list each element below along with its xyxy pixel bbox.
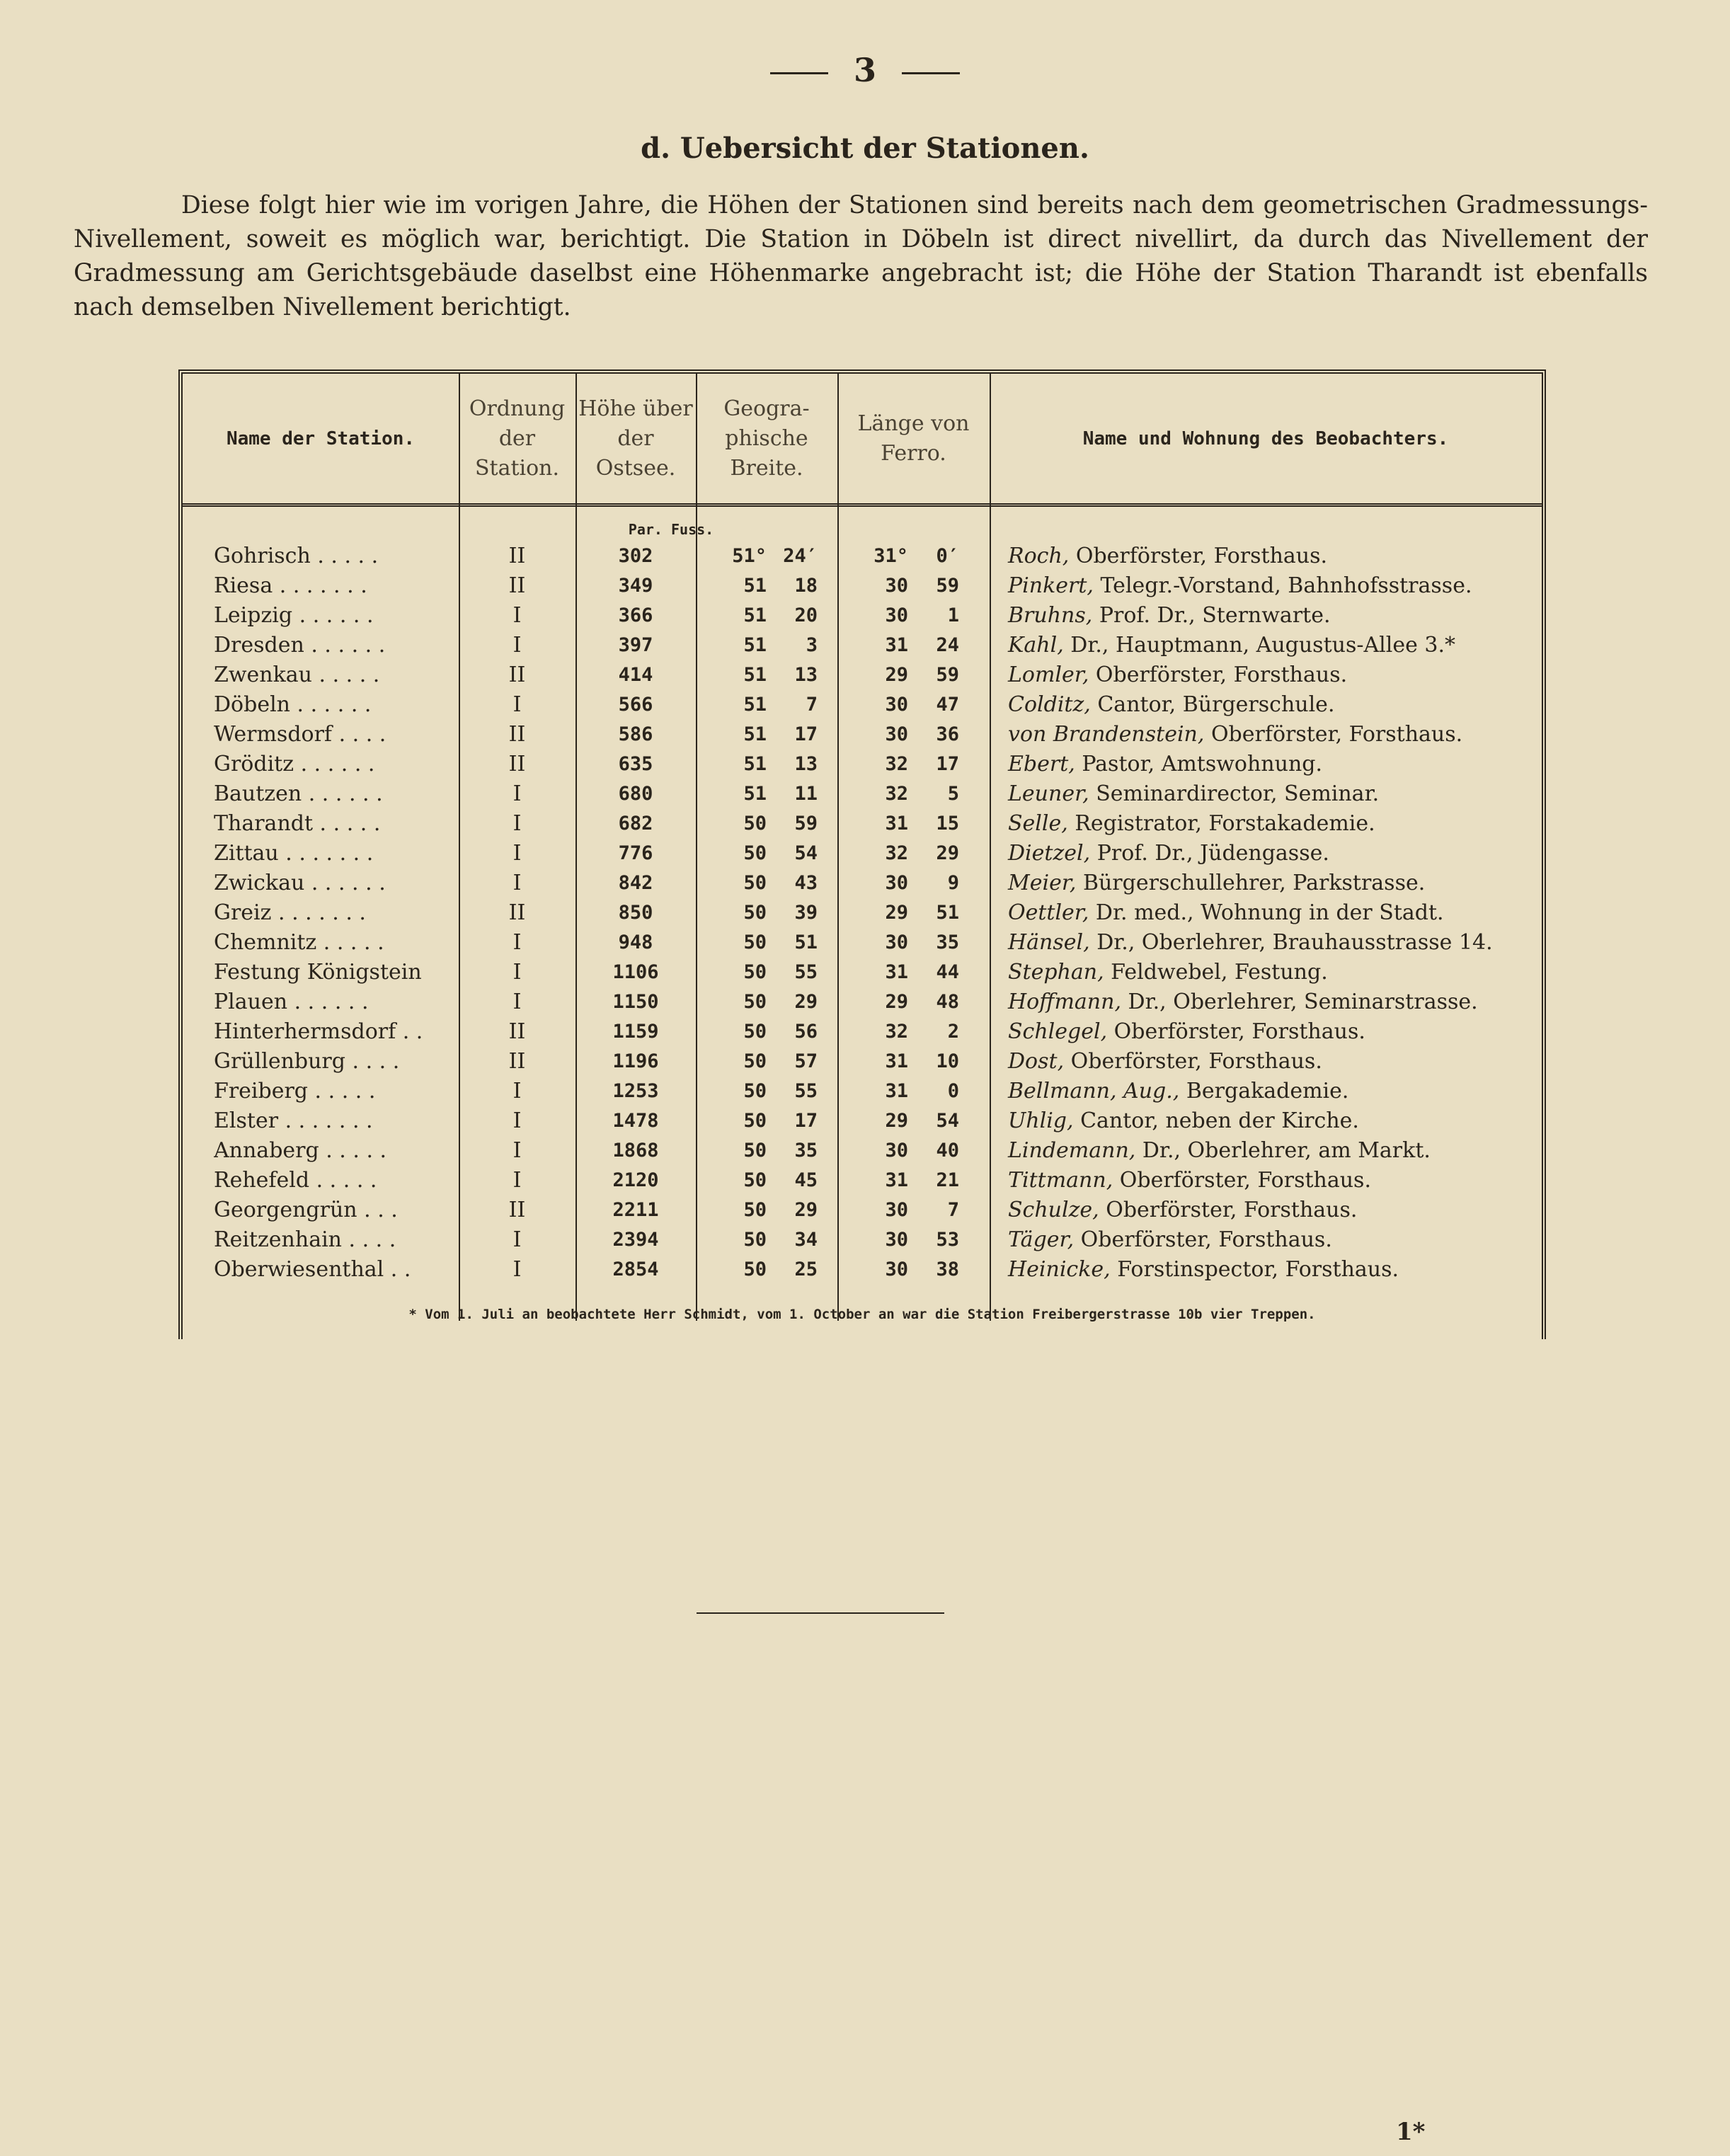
observer xyxy=(1008,1225,1546,1255)
station-hoehe: 2211 xyxy=(612,1199,659,1221)
laenge-degrees: 30 xyxy=(885,931,908,953)
table-row xyxy=(183,750,1542,779)
laenge-degrees: 30 xyxy=(885,723,908,745)
station-hoehe: 566 xyxy=(618,694,653,716)
observer-name: Dietzel, xyxy=(1008,841,1091,866)
laenge-degrees: 30 xyxy=(885,694,908,716)
header-name: Name der Station. xyxy=(226,428,416,449)
observer-name: Täger, xyxy=(1008,1227,1075,1252)
intro-paragraph xyxy=(74,188,1648,324)
laenge-minutes: 36 xyxy=(936,723,959,745)
station-ordnung: I xyxy=(512,603,522,628)
laenge-degrees: 30 xyxy=(885,1140,908,1162)
observer xyxy=(1008,839,1546,868)
breite-degrees: 51° xyxy=(732,545,767,567)
station-hoehe: 349 xyxy=(618,575,653,597)
station-ordnung: I xyxy=(512,692,522,717)
observer xyxy=(1008,809,1546,839)
breite-degrees: 51 xyxy=(743,753,767,775)
breite-minutes: 3 xyxy=(806,634,818,656)
observer-address: Pastor, Amtswohnung. xyxy=(1075,752,1323,776)
laenge-minutes: 0′ xyxy=(936,545,959,567)
breite-minutes: 34 xyxy=(794,1229,818,1251)
observer-name: von Brandenstein, xyxy=(1008,722,1205,747)
observer-address: Dr., Hauptmann, Augustus-Allee 3.* xyxy=(1063,633,1456,658)
station-name: Reitzenhain . . . . xyxy=(214,1227,396,1252)
observer xyxy=(1008,750,1546,779)
observer-address: Oberförster, Forsthaus. xyxy=(1074,1227,1332,1252)
observer xyxy=(1008,1047,1546,1077)
station-name: Elster . . . . . . . xyxy=(214,1108,373,1133)
breite-degrees: 50 xyxy=(743,902,767,924)
laenge-minutes: 5 xyxy=(947,783,959,805)
laenge-minutes: 40 xyxy=(936,1140,959,1162)
station-ordnung: I xyxy=(512,1227,522,1252)
laenge-degrees: 31 xyxy=(885,813,908,835)
laenge-minutes: 1 xyxy=(947,604,959,626)
station-name: Zittau . . . . . . . xyxy=(214,841,374,866)
observer xyxy=(1008,1195,1546,1225)
table-row xyxy=(183,631,1542,660)
table-row xyxy=(183,571,1542,601)
laenge-degrees: 30 xyxy=(885,604,908,626)
breite-minutes: 11 xyxy=(794,783,818,805)
table-row xyxy=(183,1255,1542,1285)
header-beobachter: Name und Wohnung des Beobachters. xyxy=(1082,428,1449,449)
station-name: Plauen . . . . . . xyxy=(214,990,369,1014)
observer-address: Oberförster, Forsthaus. xyxy=(1113,1168,1371,1193)
observer xyxy=(1008,601,1546,631)
observer-address: Cantor, neben der Kirche. xyxy=(1073,1108,1359,1133)
observer-address: Seminardirector, Seminar. xyxy=(1089,781,1380,806)
observer-name: Dost, xyxy=(1008,1049,1065,1074)
breite-minutes: 57 xyxy=(794,1050,818,1072)
station-name: Gohrisch . . . . . xyxy=(214,544,379,568)
station-name: Bautzen . . . . . . xyxy=(214,781,383,806)
header-breite: Geogra-phische Breite. xyxy=(723,396,810,481)
table-row xyxy=(183,809,1542,839)
breite-minutes: 35 xyxy=(794,1140,818,1162)
breite-degrees: 51 xyxy=(743,664,767,686)
divider-rule xyxy=(697,1612,944,1614)
laenge-degrees: 31° xyxy=(873,545,908,567)
header-laenge: Länge von Ferro. xyxy=(857,411,970,466)
station-hoehe: 1196 xyxy=(612,1050,659,1072)
observer xyxy=(1008,958,1546,987)
table-row xyxy=(183,1166,1542,1195)
laenge-minutes: 15 xyxy=(936,813,959,835)
observer-name: Schlegel, xyxy=(1008,1019,1108,1044)
station-ordnung: I xyxy=(512,990,522,1014)
breite-degrees: 51 xyxy=(743,723,767,745)
table-row xyxy=(183,1106,1542,1136)
station-hoehe: 414 xyxy=(618,664,653,686)
laenge-degrees: 30 xyxy=(885,1199,908,1221)
station-ordnung: II xyxy=(508,752,526,776)
observer xyxy=(1008,987,1546,1017)
observer-address: Bürgerschullehrer, Parkstrasse. xyxy=(1076,871,1426,895)
breite-degrees: 50 xyxy=(743,1021,767,1043)
table-row xyxy=(183,690,1542,720)
station-ordnung: I xyxy=(512,781,522,806)
signature-mark: 1* xyxy=(1396,2118,1426,2146)
laenge-minutes: 29 xyxy=(936,842,959,864)
observer-address: Prof. Dr., Jüdengasse. xyxy=(1090,841,1329,866)
breite-degrees: 50 xyxy=(743,1080,767,1102)
breite-degrees: 50 xyxy=(743,1258,767,1280)
station-hoehe: 1106 xyxy=(612,961,659,983)
laenge-degrees: 29 xyxy=(885,991,908,1013)
table-row xyxy=(183,1225,1542,1255)
laenge-minutes: 38 xyxy=(936,1258,959,1280)
header-hoehe: Höhe über der Ostsee. xyxy=(578,396,693,481)
observer-name: Selle, xyxy=(1008,811,1068,836)
breite-minutes: 17 xyxy=(794,1110,818,1132)
observer-name: Uhlig, xyxy=(1008,1108,1074,1133)
station-hoehe: 680 xyxy=(618,783,653,805)
breite-degrees: 50 xyxy=(743,1229,767,1251)
breite-minutes: 7 xyxy=(806,694,818,716)
laenge-minutes: 44 xyxy=(936,961,959,983)
observer xyxy=(1008,1106,1546,1136)
station-ordnung: I xyxy=(512,871,522,895)
station-name: Freiberg . . . . . xyxy=(214,1079,376,1103)
station-name: Zwenkau . . . . . xyxy=(214,663,380,687)
station-name: Rehefeld . . . . . xyxy=(214,1168,377,1193)
station-name: Greiz . . . . . . . xyxy=(214,900,366,925)
station-hoehe: 1868 xyxy=(612,1140,659,1162)
laenge-degrees: 31 xyxy=(885,1169,908,1191)
station-ordnung: II xyxy=(508,1198,526,1222)
observer-address: Feldwebel, Festung. xyxy=(1104,960,1328,985)
table-footnote: * Vom 1. Juli an beobachtete Herr Schmidt, vom 1. October an war die Station Freibergerstrasse 10b vier Treppen. xyxy=(408,1307,1316,1322)
breite-degrees: 50 xyxy=(743,1050,767,1072)
observer-name: Colditz, xyxy=(1008,692,1091,717)
table-row xyxy=(183,868,1542,898)
laenge-degrees: 31 xyxy=(885,1050,908,1072)
laenge-degrees: 31 xyxy=(885,961,908,983)
laenge-minutes: 54 xyxy=(936,1110,959,1132)
breite-minutes: 20 xyxy=(794,604,818,626)
station-ordnung: I xyxy=(512,841,522,866)
observer-name: Hoffmann, xyxy=(1008,990,1121,1014)
observer-address: Dr., Oberlehrer, Seminarstrasse. xyxy=(1121,990,1478,1014)
station-hoehe: 2120 xyxy=(612,1169,659,1191)
station-name: Gröditz . . . . . . xyxy=(214,752,375,776)
station-ordnung: I xyxy=(512,1168,522,1193)
laenge-degrees: 32 xyxy=(885,1021,908,1043)
breite-minutes: 13 xyxy=(794,753,818,775)
breite-minutes: 24′ xyxy=(783,545,818,567)
table-row xyxy=(183,928,1542,958)
observer-name: Lomler, xyxy=(1008,663,1089,687)
station-ordnung: II xyxy=(508,1019,526,1044)
observer-name: Pinkert, xyxy=(1008,573,1094,598)
breite-degrees: 50 xyxy=(743,1140,767,1162)
table-row xyxy=(183,987,1542,1017)
station-hoehe: 948 xyxy=(618,931,653,953)
observer xyxy=(1008,779,1546,809)
station-name: Annaberg . . . . . xyxy=(214,1138,387,1163)
observer xyxy=(1008,1017,1546,1047)
table-row xyxy=(183,1136,1542,1166)
breite-degrees: 50 xyxy=(743,991,767,1013)
observer-name: Heinicke, xyxy=(1008,1257,1111,1282)
station-name: Döbeln . . . . . . xyxy=(214,692,372,717)
station-hoehe: 586 xyxy=(618,723,653,745)
laenge-degrees: 29 xyxy=(885,902,908,924)
observer-address: Oberförster, Forsthaus. xyxy=(1099,1198,1358,1222)
station-hoehe: 1253 xyxy=(612,1080,659,1102)
breite-degrees: 50 xyxy=(743,1110,767,1132)
stations-table xyxy=(178,369,1546,1339)
station-hoehe: 302 xyxy=(618,545,653,567)
observer-address: Registrator, Forstakademie. xyxy=(1067,811,1375,836)
observer-name: Roch, xyxy=(1008,544,1070,568)
station-ordnung: II xyxy=(508,663,526,687)
station-ordnung: I xyxy=(512,960,522,985)
breite-minutes: 39 xyxy=(794,902,818,924)
station-hoehe: 635 xyxy=(618,753,653,775)
observer-name: Lindemann, xyxy=(1008,1138,1136,1163)
station-name: Riesa . . . . . . . xyxy=(214,573,367,598)
observer-name: Meier, xyxy=(1008,871,1077,895)
table-header xyxy=(183,374,1542,507)
station-name: Festung Königstein xyxy=(214,960,422,985)
breite-minutes: 25 xyxy=(794,1258,818,1280)
breite-degrees: 50 xyxy=(743,872,767,894)
observer-name: Kahl, xyxy=(1008,633,1064,658)
station-name: Wermsdorf . . . . xyxy=(214,722,386,747)
laenge-minutes: 59 xyxy=(936,664,959,686)
observer xyxy=(1008,690,1546,720)
table-row xyxy=(183,601,1542,631)
station-name: Georgengrün . . . xyxy=(214,1198,398,1222)
observer xyxy=(1008,571,1546,601)
page-number-dash-right xyxy=(902,72,960,74)
page-number xyxy=(0,51,1730,89)
observer-address: Oberförster, Forsthaus. xyxy=(1089,663,1348,687)
laenge-degrees: 31 xyxy=(885,1080,908,1102)
laenge-minutes: 17 xyxy=(936,753,959,775)
station-ordnung: II xyxy=(508,573,526,598)
station-hoehe: 1478 xyxy=(612,1110,659,1132)
station-ordnung: I xyxy=(512,1138,522,1163)
station-ordnung: I xyxy=(512,930,522,955)
station-ordnung: I xyxy=(512,1079,522,1103)
laenge-degrees: 32 xyxy=(885,842,908,864)
breite-minutes: 51 xyxy=(794,931,818,953)
station-name: Oberwiesenthal . . xyxy=(214,1257,411,1282)
station-ordnung: II xyxy=(508,722,526,747)
station-name: Tharandt . . . . . xyxy=(214,811,381,836)
observer-address: Cantor, Bürgerschule. xyxy=(1090,692,1335,717)
breite-degrees: 50 xyxy=(743,1199,767,1221)
station-name: Grüllenburg . . . . xyxy=(214,1049,400,1074)
observer-address: Dr., Oberlehrer, am Markt. xyxy=(1135,1138,1431,1163)
observer-address: Bergakademie. xyxy=(1179,1079,1349,1103)
station-hoehe: 2854 xyxy=(612,1258,659,1280)
laenge-minutes: 10 xyxy=(936,1050,959,1072)
observer-address: Oberförster, Forsthaus. xyxy=(1204,722,1463,747)
laenge-minutes: 7 xyxy=(947,1199,959,1221)
breite-degrees: 50 xyxy=(743,1169,767,1191)
observer-address: Telegr.-Vorstand, Bahnhofsstrasse. xyxy=(1093,573,1472,598)
breite-degrees: 51 xyxy=(743,604,767,626)
laenge-degrees: 30 xyxy=(885,1258,908,1280)
observer xyxy=(1008,1166,1546,1195)
station-hoehe: 397 xyxy=(618,634,653,656)
breite-degrees: 50 xyxy=(743,813,767,835)
observer-name: Ebert, xyxy=(1008,752,1075,776)
observer xyxy=(1008,660,1546,690)
station-hoehe: 682 xyxy=(618,813,653,835)
breite-minutes: 59 xyxy=(794,813,818,835)
station-ordnung: II xyxy=(508,544,526,568)
laenge-degrees: 29 xyxy=(885,1110,908,1132)
laenge-minutes: 51 xyxy=(936,902,959,924)
laenge-degrees: 31 xyxy=(885,634,908,656)
observer xyxy=(1008,1077,1546,1106)
laenge-degrees: 32 xyxy=(885,783,908,805)
breite-minutes: 13 xyxy=(794,664,818,686)
observer-address: Dr. med., Wohnung in der Stadt. xyxy=(1089,900,1444,925)
observer-name: Stephan, xyxy=(1008,960,1104,985)
observer xyxy=(1008,720,1546,750)
observer xyxy=(1008,631,1546,660)
station-ordnung: I xyxy=(512,633,522,658)
observer xyxy=(1008,1255,1546,1285)
laenge-minutes: 48 xyxy=(936,991,959,1013)
breite-minutes: 17 xyxy=(794,723,818,745)
laenge-degrees: 30 xyxy=(885,872,908,894)
laenge-minutes: 24 xyxy=(936,634,959,656)
station-ordnung: I xyxy=(512,1257,522,1282)
laenge-minutes: 53 xyxy=(936,1229,959,1251)
breite-minutes: 55 xyxy=(794,961,818,983)
station-name: Leipzig . . . . . . xyxy=(214,603,374,628)
table-row xyxy=(183,1195,1542,1225)
laenge-minutes: 35 xyxy=(936,931,959,953)
observer-address: Dr., Oberlehrer, Brauhausstrasse 14. xyxy=(1089,930,1493,955)
observer-name: Bruhns, xyxy=(1008,603,1093,628)
table-row xyxy=(183,720,1542,750)
laenge-degrees: 29 xyxy=(885,664,908,686)
station-hoehe: 1150 xyxy=(612,991,659,1013)
station-ordnung: I xyxy=(512,1108,522,1133)
table-row xyxy=(183,1047,1542,1077)
laenge-minutes: 21 xyxy=(936,1169,959,1191)
station-hoehe: 850 xyxy=(618,902,653,924)
observer-address: Oberförster, Forsthaus. xyxy=(1107,1019,1365,1044)
breite-degrees: 50 xyxy=(743,961,767,983)
station-hoehe: 366 xyxy=(618,604,653,626)
laenge-minutes: 9 xyxy=(947,872,959,894)
breite-minutes: 29 xyxy=(794,1199,818,1221)
observer-name: Oettler, xyxy=(1008,900,1089,925)
breite-minutes: 18 xyxy=(794,575,818,597)
station-name: Zwickau . . . . . . xyxy=(214,871,386,895)
station-name: Hinterhermsdorf . . xyxy=(214,1019,423,1044)
table-row xyxy=(183,1077,1542,1106)
observer xyxy=(1008,868,1546,898)
breite-minutes: 43 xyxy=(794,872,818,894)
observer xyxy=(1008,541,1546,571)
breite-degrees: 51 xyxy=(743,634,767,656)
station-ordnung: II xyxy=(508,1049,526,1074)
station-hoehe: 776 xyxy=(618,842,653,864)
observer-name: Hänsel, xyxy=(1008,930,1090,955)
breite-minutes: 56 xyxy=(794,1021,818,1043)
observer xyxy=(1008,1136,1546,1166)
table-row xyxy=(183,1017,1542,1047)
laenge-minutes: 0 xyxy=(947,1080,959,1102)
table-row xyxy=(183,541,1542,571)
station-hoehe: 2394 xyxy=(612,1229,659,1251)
breite-degrees: 51 xyxy=(743,694,767,716)
station-hoehe: 842 xyxy=(618,872,653,894)
page-number-dash-left xyxy=(770,72,828,74)
station-name: Chemnitz . . . . . xyxy=(214,930,384,955)
observer-name: Leuner, xyxy=(1008,781,1089,806)
observer xyxy=(1008,898,1546,928)
laenge-degrees: 30 xyxy=(885,575,908,597)
observer-address: Oberförster, Forsthaus. xyxy=(1064,1049,1322,1074)
breite-minutes: 55 xyxy=(794,1080,818,1102)
laenge-degrees: 30 xyxy=(885,1229,908,1251)
table-row xyxy=(183,958,1542,987)
laenge-minutes: 2 xyxy=(947,1021,959,1043)
breite-minutes: 54 xyxy=(794,842,818,864)
laenge-minutes: 59 xyxy=(936,575,959,597)
breite-degrees: 50 xyxy=(743,842,767,864)
observer-name: Schulze, xyxy=(1008,1198,1099,1222)
breite-minutes: 29 xyxy=(794,991,818,1013)
intro-text: Diese folgt hier wie im vorigen Jahre, die Höhen der Stationen sind bereits nach dem geometrischen Gradmessungs-Nivellement, soweit es möglich war, berichtigt. Die Station in Döbeln ist direct nivellirt, da durch das Nivellement der Gradmessung am Gerichtsgebäude daselbst eine Höhenmarke angebracht ist; die Höhe der Station Tharandt ist ebenfalls nach demselben Nivellement berichtigt. xyxy=(74,191,1648,321)
station-hoehe: 1159 xyxy=(612,1021,659,1043)
station-name: Dresden . . . . . . xyxy=(214,633,386,658)
observer-name: Tittmann, xyxy=(1008,1168,1113,1193)
header-ordnung: Ordnung der Station. xyxy=(469,396,566,481)
observer-address: Prof. Dr., Sternwarte. xyxy=(1092,603,1331,628)
breite-degrees: 50 xyxy=(743,931,767,953)
breite-degrees: 51 xyxy=(743,783,767,805)
observer-address: Forstinspector, Forsthaus. xyxy=(1110,1257,1399,1282)
station-ordnung: II xyxy=(508,900,526,925)
table-row xyxy=(183,839,1542,868)
observer-name: Bellmann, Aug., xyxy=(1008,1079,1180,1103)
station-ordnung: I xyxy=(512,811,522,836)
breite-degrees: 51 xyxy=(743,575,767,597)
observer-address: Oberförster, Forsthaus. xyxy=(1069,544,1328,568)
section-heading: d. Uebersicht der Stationen. xyxy=(641,132,1089,165)
laenge-degrees: 32 xyxy=(885,753,908,775)
page-number-text: 3 xyxy=(853,51,876,89)
table-row xyxy=(183,779,1542,809)
observer xyxy=(1008,928,1546,958)
hoehe-units: Par. Fuss. xyxy=(628,521,714,538)
table-row xyxy=(183,898,1542,928)
laenge-minutes: 47 xyxy=(936,694,959,716)
breite-minutes: 45 xyxy=(794,1169,818,1191)
table-row xyxy=(183,660,1542,690)
